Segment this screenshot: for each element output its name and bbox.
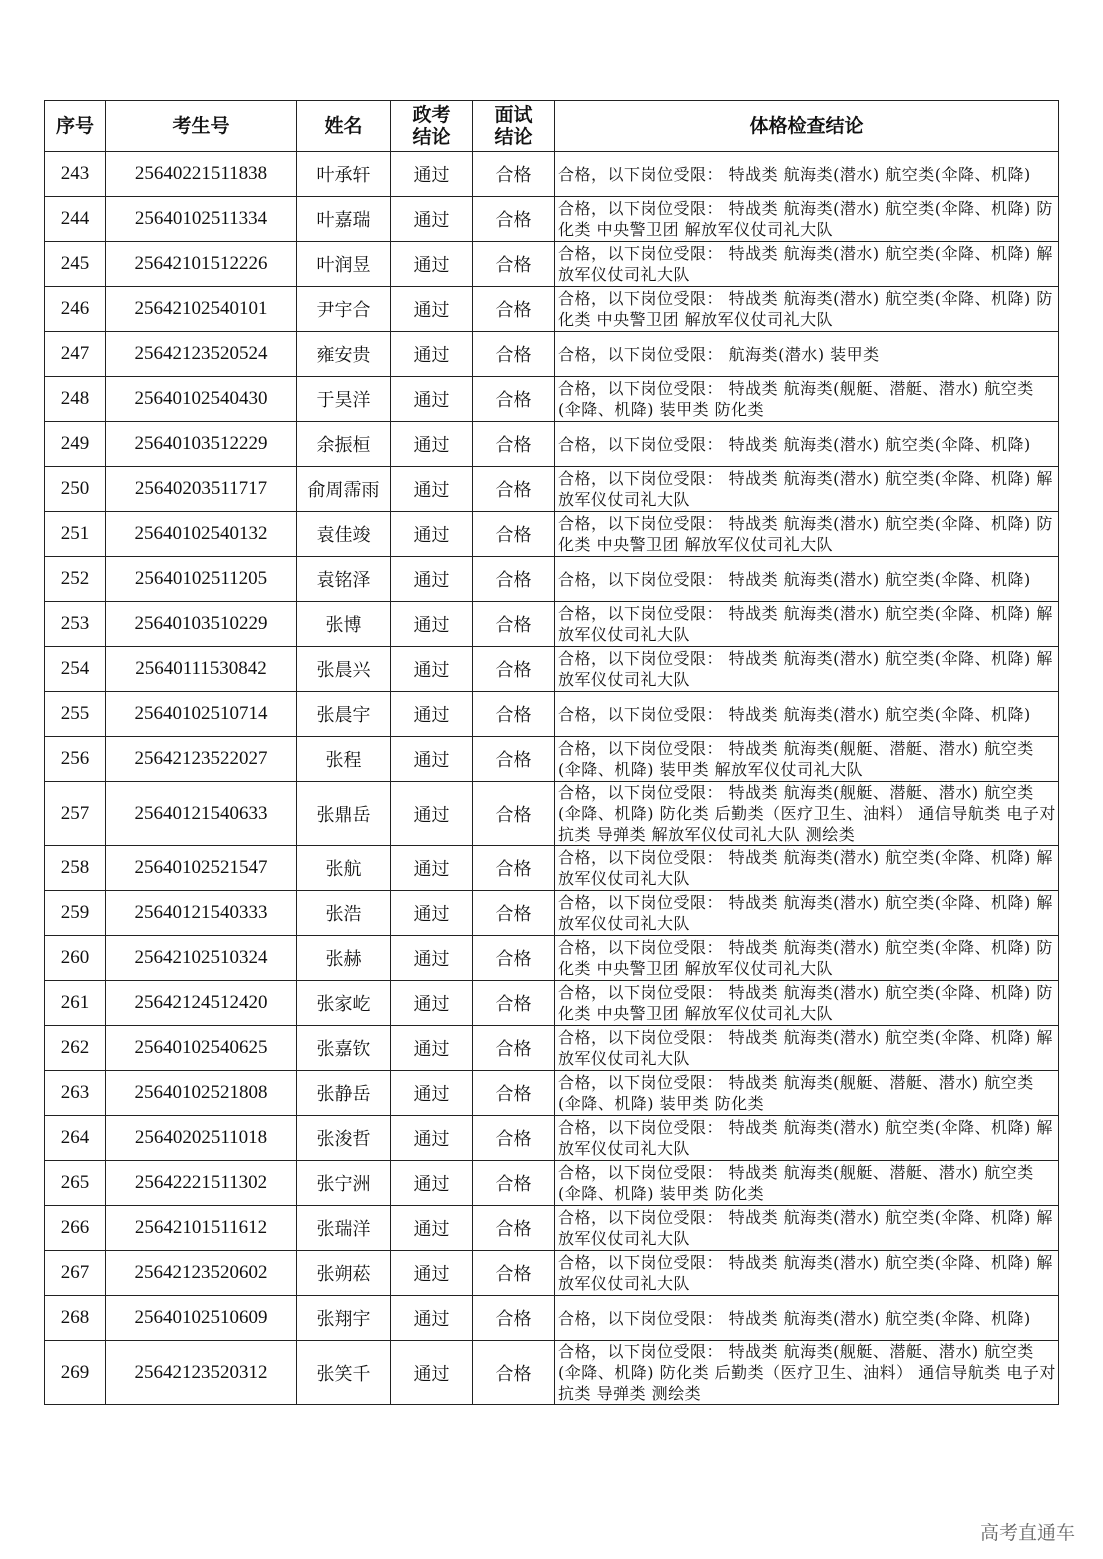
cell-seq: 261 (45, 981, 106, 1026)
cell-physical: 合格，以下岗位受限： 特战类 航海类(潜水) 航空类(伞降、机降) (555, 1296, 1059, 1341)
cell-physical: 合格，以下岗位受限： 特战类 航海类(潜水) 航空类(伞降、机降) 解放军仪仗司礼大队 (555, 846, 1059, 891)
table-row (45, 1116, 1059, 1161)
cell-interview: 合格 (473, 1071, 555, 1116)
cell-exam-id: 25642123520524 (106, 332, 297, 377)
cell-exam-id: 25642123522027 (106, 737, 297, 782)
cell-interview: 合格 (473, 512, 555, 557)
cell-name: 张程 (297, 737, 391, 782)
table-row (45, 242, 1059, 287)
cell-physical: 合格，以下岗位受限： 特战类 航海类(舰艇、潜艇、潜水) 航空类(伞降、机降) 防化类 后勤类（医疗卫生、油料） 通信导航类 电子对抗类 导弹类 测绘类 (555, 1341, 1059, 1405)
cell-physical: 合格，以下岗位受限： 特战类 航海类(潜水) 航空类(伞降、机降) 防化类 中央警卫团 解放军仪仗司礼大队 (555, 197, 1059, 242)
cell-seq: 257 (45, 782, 106, 846)
cell-name: 张浩 (297, 891, 391, 936)
cell-political: 通过 (391, 737, 473, 782)
cell-physical: 合格，以下岗位受限： 特战类 航海类(潜水) 航空类(伞降、机降) 解放军仪仗司礼大队 (555, 1251, 1059, 1296)
cell-seq: 265 (45, 1161, 106, 1206)
cell-political: 通过 (391, 846, 473, 891)
cell-political: 通过 (391, 1251, 473, 1296)
results-table (44, 100, 1059, 1405)
cell-seq: 264 (45, 1116, 106, 1161)
cell-seq: 267 (45, 1251, 106, 1296)
cell-seq: 268 (45, 1296, 106, 1341)
cell-interview: 合格 (473, 1161, 555, 1206)
header-interview-line2: 结论 (494, 126, 533, 148)
cell-name: 张浚哲 (297, 1116, 391, 1161)
cell-name: 张家屹 (297, 981, 391, 1026)
table-row (45, 737, 1059, 782)
cell-interview: 合格 (473, 1251, 555, 1296)
cell-interview: 合格 (473, 782, 555, 846)
cell-physical: 合格，以下岗位受限： 特战类 航海类(舰艇、潜艇、潜水) 航空类(伞降、机降) 装甲类 防化类 (555, 1071, 1059, 1116)
cell-exam-id: 25640121540633 (106, 782, 297, 846)
cell-seq: 258 (45, 846, 106, 891)
cell-interview: 合格 (473, 197, 555, 242)
cell-seq: 252 (45, 557, 106, 602)
cell-name: 叶润昱 (297, 242, 391, 287)
table-row (45, 1296, 1059, 1341)
cell-name: 张晨兴 (297, 647, 391, 692)
cell-political: 通过 (391, 287, 473, 332)
cell-exam-id: 25642101511612 (106, 1206, 297, 1251)
cell-political: 通过 (391, 1071, 473, 1116)
cell-physical: 合格，以下岗位受限： 特战类 航海类(舰艇、潜艇、潜水) 航空类(伞降、机降) 装甲类 防化类 (555, 1161, 1059, 1206)
table-row (45, 467, 1059, 512)
cell-name: 张静岳 (297, 1071, 391, 1116)
cell-physical: 合格，以下岗位受限： 特战类 航海类(潜水) 航空类(伞降、机降) 解放军仪仗司礼大队 (555, 1116, 1059, 1161)
table-row (45, 981, 1059, 1026)
cell-political: 通过 (391, 981, 473, 1026)
table-row (45, 287, 1059, 332)
cell-physical: 合格，以下岗位受限： 特战类 航海类(潜水) 航空类(伞降、机降) (555, 557, 1059, 602)
cell-political: 通过 (391, 467, 473, 512)
cell-political: 通过 (391, 692, 473, 737)
cell-exam-id: 25640102511334 (106, 197, 297, 242)
cell-seq: 249 (45, 422, 106, 467)
cell-physical: 合格，以下岗位受限： 特战类 航海类(潜水) 航空类(伞降、机降) 防化类 中央警卫团 解放军仪仗司礼大队 (555, 512, 1059, 557)
cell-seq: 246 (45, 287, 106, 332)
cell-name: 张瑞洋 (297, 1206, 391, 1251)
cell-name: 叶承轩 (297, 152, 391, 197)
cell-exam-id: 25640102540625 (106, 1026, 297, 1071)
table-row (45, 846, 1059, 891)
cell-name: 张嘉钦 (297, 1026, 391, 1071)
table-row (45, 557, 1059, 602)
cell-physical: 合格，以下岗位受限： 特战类 航海类(潜水) 航空类(伞降、机降) (555, 692, 1059, 737)
cell-exam-id: 25642101512226 (106, 242, 297, 287)
cell-name: 张赫 (297, 936, 391, 981)
cell-seq: 260 (45, 936, 106, 981)
cell-exam-id: 25640103512229 (106, 422, 297, 467)
cell-exam-id: 25642102540101 (106, 287, 297, 332)
header-interview-line1: 面试 (494, 104, 533, 126)
table-row (45, 152, 1059, 197)
cell-name: 尹宇合 (297, 287, 391, 332)
cell-name: 张晨宇 (297, 692, 391, 737)
table-row (45, 647, 1059, 692)
cell-interview: 合格 (473, 557, 555, 602)
cell-exam-id: 25640102540430 (106, 377, 297, 422)
cell-seq: 250 (45, 467, 106, 512)
cell-interview: 合格 (473, 846, 555, 891)
cell-name: 张翔宇 (297, 1296, 391, 1341)
cell-name: 叶嘉瑞 (297, 197, 391, 242)
cell-exam-id: 25640203511717 (106, 467, 297, 512)
cell-exam-id: 25642123520602 (106, 1251, 297, 1296)
cell-physical: 合格，以下岗位受限： 航海类(潜水) 装甲类 (555, 332, 1059, 377)
cell-interview: 合格 (473, 1116, 555, 1161)
cell-physical: 合格，以下岗位受限： 特战类 航海类(潜水) 航空类(伞降、机降) 解放军仪仗司礼大队 (555, 1026, 1059, 1071)
cell-physical: 合格，以下岗位受限： 特战类 航海类(潜水) 航空类(伞降、机降) (555, 422, 1059, 467)
cell-seq: 253 (45, 602, 106, 647)
cell-exam-id: 25640121540333 (106, 891, 297, 936)
cell-exam-id: 25642102510324 (106, 936, 297, 981)
cell-seq: 266 (45, 1206, 106, 1251)
cell-exam-id: 25640102510714 (106, 692, 297, 737)
header-exam-id: 考生号 (106, 101, 297, 152)
cell-name: 张航 (297, 846, 391, 891)
cell-seq: 255 (45, 692, 106, 737)
cell-name: 张朔菘 (297, 1251, 391, 1296)
cell-political: 通过 (391, 782, 473, 846)
cell-physical: 合格，以下岗位受限： 特战类 航海类(潜水) 航空类(伞降、机降) 解放军仪仗司礼大队 (555, 1206, 1059, 1251)
table-body (45, 152, 1059, 1405)
watermark: 高考直通车 (979, 1522, 1075, 1544)
cell-physical: 合格，以下岗位受限： 特战类 航海类(潜水) 航空类(伞降、机降) 解放军仪仗司礼大队 (555, 467, 1059, 512)
cell-name: 张鼎岳 (297, 782, 391, 846)
header-political (391, 101, 473, 152)
table-row (45, 1161, 1059, 1206)
cell-name: 袁佳竣 (297, 512, 391, 557)
header-physical: 体格检查结论 (555, 101, 1059, 152)
cell-interview: 合格 (473, 287, 555, 332)
cell-name: 袁铭泽 (297, 557, 391, 602)
cell-seq: 244 (45, 197, 106, 242)
cell-political: 通过 (391, 602, 473, 647)
cell-seq: 243 (45, 152, 106, 197)
cell-physical: 合格，以下岗位受限： 特战类 航海类(舰艇、潜艇、潜水) 航空类(伞降、机降) 装甲类 解放军仪仗司礼大队 (555, 737, 1059, 782)
cell-exam-id: 25640102521808 (106, 1071, 297, 1116)
cell-political: 通过 (391, 242, 473, 287)
cell-interview: 合格 (473, 332, 555, 377)
cell-political: 通过 (391, 891, 473, 936)
cell-name: 张博 (297, 602, 391, 647)
cell-interview: 合格 (473, 152, 555, 197)
cell-name: 俞周霈雨 (297, 467, 391, 512)
table-row (45, 422, 1059, 467)
table-row (45, 602, 1059, 647)
cell-physical: 合格，以下岗位受限： 特战类 航海类(舰艇、潜艇、潜水) 航空类(伞降、机降) 防化类 后勤类（医疗卫生、油料） 通信导航类 电子对抗类 导弹类 解放军仪仗司礼大队 测绘类 (555, 782, 1059, 846)
cell-interview: 合格 (473, 737, 555, 782)
cell-political: 通过 (391, 152, 473, 197)
table-row (45, 377, 1059, 422)
cell-interview: 合格 (473, 936, 555, 981)
table-row (45, 1251, 1059, 1296)
cell-physical: 合格，以下岗位受限： 特战类 航海类(舰艇、潜艇、潜水) 航空类(伞降、机降) 装甲类 防化类 (555, 377, 1059, 422)
cell-exam-id: 25642124512420 (106, 981, 297, 1026)
cell-seq: 262 (45, 1026, 106, 1071)
cell-name: 于昊洋 (297, 377, 391, 422)
cell-name: 余振桓 (297, 422, 391, 467)
cell-seq: 254 (45, 647, 106, 692)
cell-interview: 合格 (473, 692, 555, 737)
cell-interview: 合格 (473, 891, 555, 936)
header-interview (473, 101, 555, 152)
cell-name: 张笑千 (297, 1341, 391, 1405)
cell-political: 通过 (391, 422, 473, 467)
cell-interview: 合格 (473, 1206, 555, 1251)
cell-political: 通过 (391, 647, 473, 692)
cell-physical: 合格，以下岗位受限： 特战类 航海类(潜水) 航空类(伞降、机降) (555, 152, 1059, 197)
cell-exam-id: 25640111530842 (106, 647, 297, 692)
cell-interview: 合格 (473, 422, 555, 467)
table-row (45, 1341, 1059, 1405)
cell-interview: 合格 (473, 1296, 555, 1341)
cell-physical: 合格，以下岗位受限： 特战类 航海类(潜水) 航空类(伞降、机降) 解放军仪仗司礼大队 (555, 647, 1059, 692)
cell-interview: 合格 (473, 377, 555, 422)
cell-seq: 263 (45, 1071, 106, 1116)
cell-interview: 合格 (473, 242, 555, 287)
table-row (45, 197, 1059, 242)
cell-political: 通过 (391, 1341, 473, 1405)
cell-seq: 248 (45, 377, 106, 422)
cell-seq: 256 (45, 737, 106, 782)
cell-seq: 269 (45, 1341, 106, 1405)
cell-interview: 合格 (473, 1341, 555, 1405)
cell-interview: 合格 (473, 602, 555, 647)
cell-political: 通过 (391, 197, 473, 242)
table-row (45, 332, 1059, 377)
header-political-line1: 政考 (412, 104, 451, 126)
cell-exam-id: 25640103510229 (106, 602, 297, 647)
cell-exam-id: 25640102540132 (106, 512, 297, 557)
table-row (45, 891, 1059, 936)
cell-name: 雍安贵 (297, 332, 391, 377)
cell-physical: 合格，以下岗位受限： 特战类 航海类(潜水) 航空类(伞降、机降) 防化类 中央警卫团 解放军仪仗司礼大队 (555, 936, 1059, 981)
cell-name: 张宁洲 (297, 1161, 391, 1206)
cell-exam-id: 25640102521547 (106, 846, 297, 891)
cell-physical: 合格，以下岗位受限： 特战类 航海类(潜水) 航空类(伞降、机降) 防化类 中央警卫团 解放军仪仗司礼大队 (555, 287, 1059, 332)
cell-seq: 251 (45, 512, 106, 557)
table-row (45, 692, 1059, 737)
header-name: 姓名 (297, 101, 391, 152)
table-row (45, 512, 1059, 557)
cell-seq: 245 (45, 242, 106, 287)
cell-political: 通过 (391, 512, 473, 557)
cell-political: 通过 (391, 1116, 473, 1161)
cell-exam-id: 25642221511302 (106, 1161, 297, 1206)
table-header-row (45, 101, 1059, 152)
header-seq: 序号 (45, 101, 106, 152)
cell-exam-id: 25640202511018 (106, 1116, 297, 1161)
cell-exam-id: 25640221511838 (106, 152, 297, 197)
cell-political: 通过 (391, 1026, 473, 1071)
header-political-line2: 结论 (412, 126, 451, 148)
cell-interview: 合格 (473, 981, 555, 1026)
cell-interview: 合格 (473, 647, 555, 692)
cell-political: 通过 (391, 377, 473, 422)
cell-physical: 合格，以下岗位受限： 特战类 航海类(潜水) 航空类(伞降、机降) 解放军仪仗司礼大队 (555, 242, 1059, 287)
cell-political: 通过 (391, 936, 473, 981)
cell-physical: 合格，以下岗位受限： 特战类 航海类(潜水) 航空类(伞降、机降) 防化类 中央警卫团 解放军仪仗司礼大队 (555, 981, 1059, 1026)
cell-political: 通过 (391, 332, 473, 377)
cell-political: 通过 (391, 1161, 473, 1206)
cell-physical: 合格，以下岗位受限： 特战类 航海类(潜水) 航空类(伞降、机降) 解放军仪仗司礼大队 (555, 602, 1059, 647)
cell-political: 通过 (391, 1206, 473, 1251)
cell-exam-id: 25642123520312 (106, 1341, 297, 1405)
cell-seq: 259 (45, 891, 106, 936)
cell-political: 通过 (391, 557, 473, 602)
cell-physical: 合格，以下岗位受限： 特战类 航海类(潜水) 航空类(伞降、机降) 解放军仪仗司礼大队 (555, 891, 1059, 936)
table-row (45, 1026, 1059, 1071)
table-row (45, 1071, 1059, 1116)
cell-seq: 247 (45, 332, 106, 377)
cell-exam-id: 25640102511205 (106, 557, 297, 602)
cell-interview: 合格 (473, 1026, 555, 1071)
table-row (45, 782, 1059, 846)
table-row (45, 936, 1059, 981)
cell-political: 通过 (391, 1296, 473, 1341)
cell-exam-id: 25640102510609 (106, 1296, 297, 1341)
table-row (45, 1206, 1059, 1251)
cell-interview: 合格 (473, 467, 555, 512)
